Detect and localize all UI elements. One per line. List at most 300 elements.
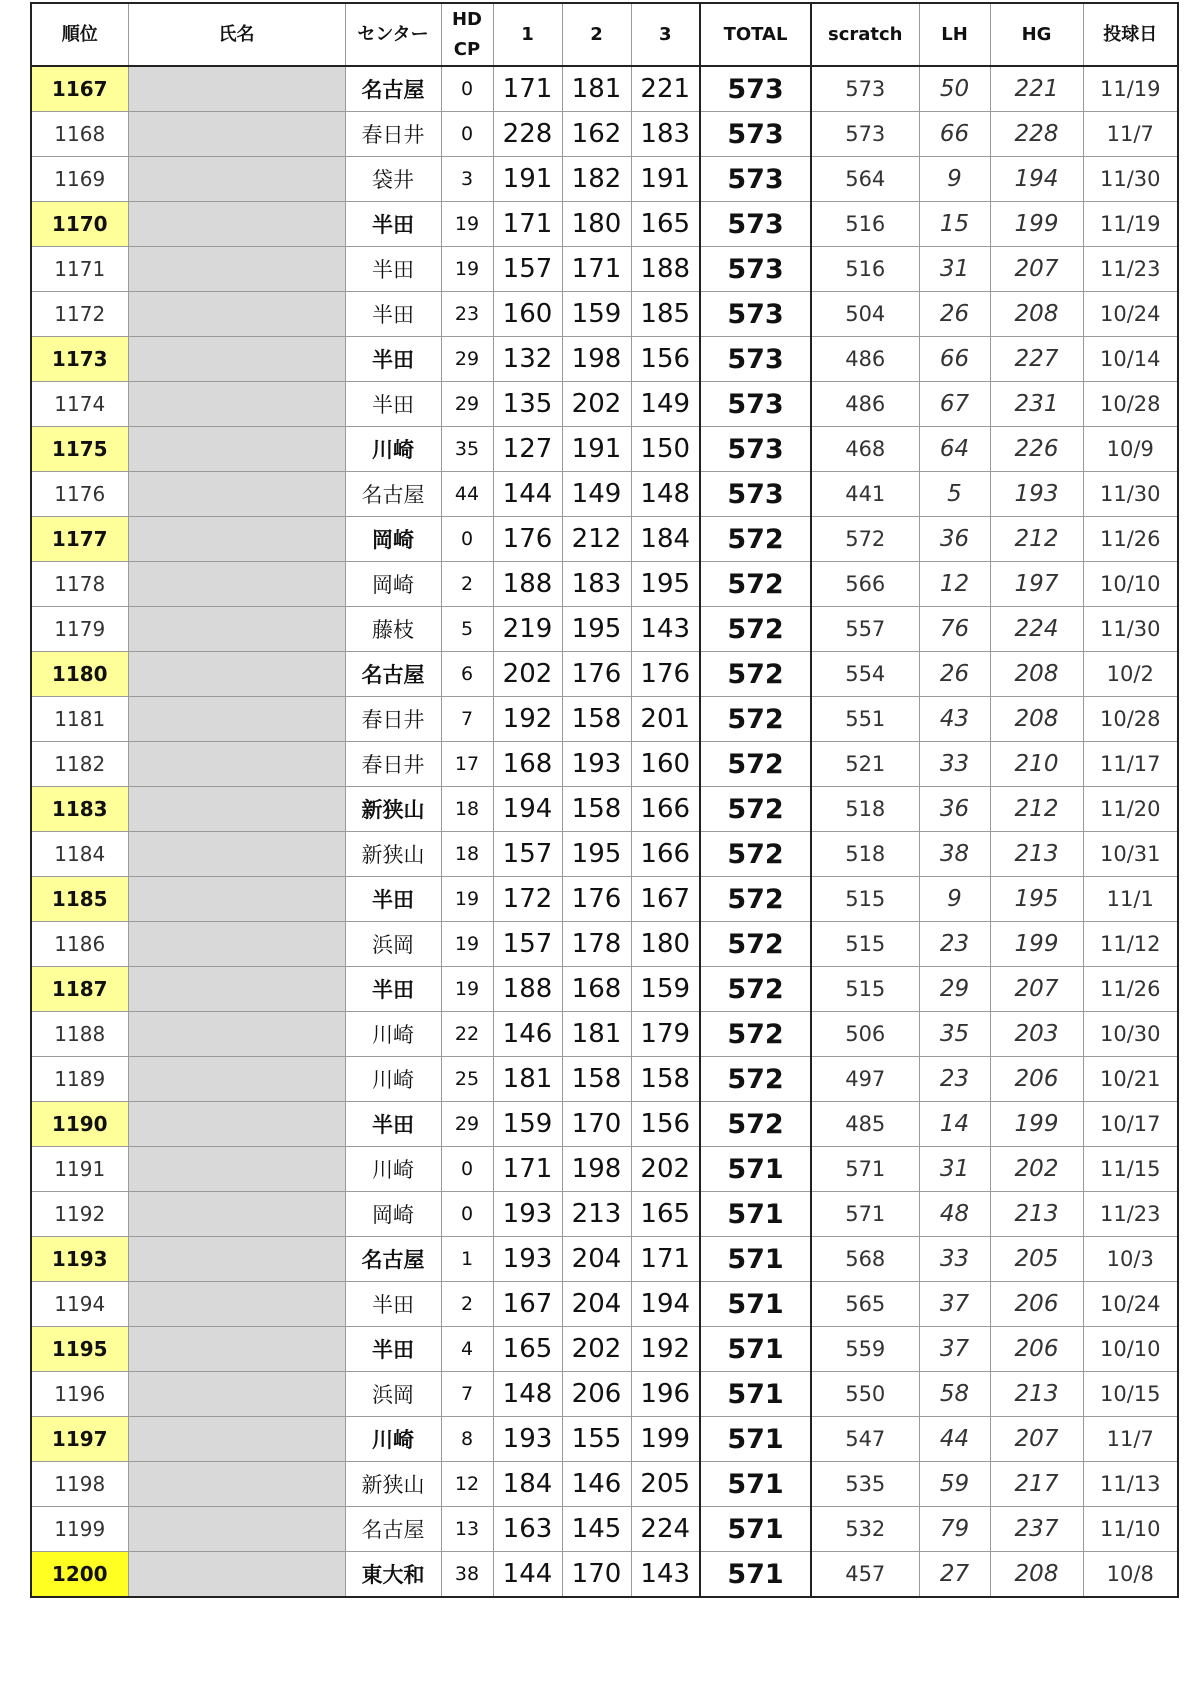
lh-cell: 26 <box>919 292 990 337</box>
hg-cell: 206 <box>990 1057 1083 1102</box>
total-cell: 572 <box>700 1102 811 1147</box>
hdcp-cell: 0 <box>441 112 493 157</box>
rank-cell: 1187 <box>31 967 128 1012</box>
hg-cell: 194 <box>990 157 1083 202</box>
name-cell <box>128 382 345 427</box>
rank-cell: 1192 <box>31 1192 128 1237</box>
center-cell: 名古屋 <box>345 66 441 112</box>
game1-cell: 172 <box>493 877 562 922</box>
game2-cell: 146 <box>562 1462 631 1507</box>
center-cell: 半田 <box>345 1102 441 1147</box>
center-cell: 名古屋 <box>345 652 441 697</box>
hg-cell: 217 <box>990 1462 1083 1507</box>
date-cell: 11/17 <box>1083 742 1178 787</box>
table-row <box>31 1507 1178 1552</box>
scratch-cell: 468 <box>811 427 919 472</box>
hg-cell: 199 <box>990 1102 1083 1147</box>
header-name: 氏名 <box>128 3 345 66</box>
lh-cell: 58 <box>919 1372 990 1417</box>
hdcp-cell: 7 <box>441 1372 493 1417</box>
date-cell: 11/19 <box>1083 66 1178 112</box>
game2-cell: 213 <box>562 1192 631 1237</box>
scratch-cell: 568 <box>811 1237 919 1282</box>
hg-cell: 207 <box>990 1417 1083 1462</box>
header-game1: 1 <box>493 3 562 66</box>
scratch-cell: 573 <box>811 112 919 157</box>
game3-cell: 150 <box>631 427 700 472</box>
hg-cell: 206 <box>990 1282 1083 1327</box>
hdcp-cell: 19 <box>441 967 493 1012</box>
name-cell <box>128 1192 345 1237</box>
table-row <box>31 112 1178 157</box>
rank-cell: 1167 <box>31 66 128 112</box>
name-cell <box>128 562 345 607</box>
table-row <box>31 427 1178 472</box>
table-row <box>31 1237 1178 1282</box>
game2-cell: 182 <box>562 157 631 202</box>
hg-cell: 202 <box>990 1147 1083 1192</box>
scratch-cell: 457 <box>811 1552 919 1598</box>
lh-cell: 44 <box>919 1417 990 1462</box>
hg-cell: 221 <box>990 66 1083 112</box>
date-cell: 11/19 <box>1083 202 1178 247</box>
game1-cell: 157 <box>493 922 562 967</box>
total-cell: 571 <box>700 1417 811 1462</box>
header-row <box>31 3 1178 66</box>
hg-cell: 195 <box>990 877 1083 922</box>
table-row <box>31 1192 1178 1237</box>
game2-cell: 159 <box>562 292 631 337</box>
lh-cell: 31 <box>919 1147 990 1192</box>
center-cell: 半田 <box>345 292 441 337</box>
hdcp-cell: 5 <box>441 607 493 652</box>
center-cell: 春日井 <box>345 112 441 157</box>
scratch-cell: 486 <box>811 337 919 382</box>
hdcp-cell: 1 <box>441 1237 493 1282</box>
date-cell: 11/10 <box>1083 1507 1178 1552</box>
name-cell <box>128 1372 345 1417</box>
table-row <box>31 517 1178 562</box>
scratch-cell: 571 <box>811 1147 919 1192</box>
header-hdcp <box>441 3 493 66</box>
date-cell: 11/1 <box>1083 877 1178 922</box>
hdcp-cell: 0 <box>441 517 493 562</box>
total-cell: 572 <box>700 697 811 742</box>
game1-cell: 202 <box>493 652 562 697</box>
scratch-cell: 518 <box>811 787 919 832</box>
hg-cell: 199 <box>990 202 1083 247</box>
table-row <box>31 382 1178 427</box>
center-cell: 名古屋 <box>345 1237 441 1282</box>
date-cell: 11/26 <box>1083 967 1178 1012</box>
game2-cell: 149 <box>562 472 631 517</box>
game3-cell: 202 <box>631 1147 700 1192</box>
center-cell: 藤枝 <box>345 607 441 652</box>
lh-cell: 14 <box>919 1102 990 1147</box>
game1-cell: 171 <box>493 66 562 112</box>
name-cell <box>128 1282 345 1327</box>
total-cell: 573 <box>700 337 811 382</box>
lh-cell: 35 <box>919 1012 990 1057</box>
game1-cell: 188 <box>493 562 562 607</box>
lh-cell: 33 <box>919 742 990 787</box>
lh-cell: 66 <box>919 112 990 157</box>
name-cell <box>128 877 345 922</box>
hdcp-cell: 8 <box>441 1417 493 1462</box>
name-cell <box>128 652 345 697</box>
total-cell: 571 <box>700 1147 811 1192</box>
lh-cell: 36 <box>919 517 990 562</box>
hdcp-cell: 29 <box>441 337 493 382</box>
game2-cell: 171 <box>562 247 631 292</box>
total-cell: 571 <box>700 1462 811 1507</box>
date-cell: 10/15 <box>1083 1372 1178 1417</box>
rank-cell: 1172 <box>31 292 128 337</box>
game2-cell: 202 <box>562 382 631 427</box>
date-cell: 10/10 <box>1083 562 1178 607</box>
hdcp-cell: 18 <box>441 832 493 877</box>
table-row <box>31 292 1178 337</box>
game2-cell: 202 <box>562 1327 631 1372</box>
hdcp-cell: 4 <box>441 1327 493 1372</box>
date-cell: 11/30 <box>1083 472 1178 517</box>
date-cell: 11/23 <box>1083 247 1178 292</box>
game1-cell: 193 <box>493 1237 562 1282</box>
scratch-cell: 565 <box>811 1282 919 1327</box>
scratch-cell: 551 <box>811 697 919 742</box>
game3-cell: 159 <box>631 967 700 1012</box>
table-row <box>31 742 1178 787</box>
game1-cell: 168 <box>493 742 562 787</box>
total-cell: 572 <box>700 1012 811 1057</box>
date-cell: 10/17 <box>1083 1102 1178 1147</box>
date-cell: 10/8 <box>1083 1552 1178 1598</box>
game2-cell: 195 <box>562 832 631 877</box>
game3-cell: 221 <box>631 66 700 112</box>
center-cell: 新狭山 <box>345 787 441 832</box>
name-cell <box>128 247 345 292</box>
game2-cell: 212 <box>562 517 631 562</box>
game2-cell: 176 <box>562 877 631 922</box>
game2-cell: 181 <box>562 1012 631 1057</box>
name-cell <box>128 1507 345 1552</box>
game3-cell: 166 <box>631 832 700 877</box>
hg-cell: 210 <box>990 742 1083 787</box>
game1-cell: 135 <box>493 382 562 427</box>
total-cell: 572 <box>700 1057 811 1102</box>
date-cell: 10/28 <box>1083 382 1178 427</box>
name-cell <box>128 337 345 382</box>
rank-cell: 1174 <box>31 382 128 427</box>
name-cell <box>128 607 345 652</box>
name-cell <box>128 202 345 247</box>
lh-cell: 37 <box>919 1282 990 1327</box>
center-cell: 春日井 <box>345 742 441 787</box>
rank-cell: 1183 <box>31 787 128 832</box>
lh-cell: 36 <box>919 787 990 832</box>
table-row <box>31 157 1178 202</box>
total-cell: 572 <box>700 517 811 562</box>
game1-cell: 171 <box>493 1147 562 1192</box>
hg-cell: 206 <box>990 1327 1083 1372</box>
table-row <box>31 787 1178 832</box>
total-cell: 573 <box>700 427 811 472</box>
rank-cell: 1200 <box>31 1552 128 1598</box>
game1-cell: 228 <box>493 112 562 157</box>
lh-cell: 76 <box>919 607 990 652</box>
lh-cell: 50 <box>919 66 990 112</box>
name-cell <box>128 697 345 742</box>
hg-cell: 203 <box>990 1012 1083 1057</box>
center-cell: 名古屋 <box>345 1507 441 1552</box>
game1-cell: 219 <box>493 607 562 652</box>
date-cell: 10/3 <box>1083 1237 1178 1282</box>
date-cell: 11/30 <box>1083 607 1178 652</box>
game2-cell: 176 <box>562 652 631 697</box>
table-row <box>31 562 1178 607</box>
total-cell: 573 <box>700 382 811 427</box>
lh-cell: 67 <box>919 382 990 427</box>
lh-cell: 59 <box>919 1462 990 1507</box>
name-cell <box>128 112 345 157</box>
name-cell <box>128 1462 345 1507</box>
center-cell: 半田 <box>345 877 441 922</box>
rank-cell: 1180 <box>31 652 128 697</box>
total-cell: 573 <box>700 202 811 247</box>
game1-cell: 148 <box>493 1372 562 1417</box>
lh-cell: 33 <box>919 1237 990 1282</box>
date-cell: 10/30 <box>1083 1012 1178 1057</box>
hdcp-cell: 29 <box>441 1102 493 1147</box>
total-cell: 572 <box>700 652 811 697</box>
game1-cell: 146 <box>493 1012 562 1057</box>
header-hdcp-line1: HD <box>451 8 482 30</box>
game1-cell: 181 <box>493 1057 562 1102</box>
game1-cell: 193 <box>493 1192 562 1237</box>
game3-cell: 195 <box>631 562 700 607</box>
table-row <box>31 1057 1178 1102</box>
lh-cell: 23 <box>919 922 990 967</box>
table-row <box>31 1147 1178 1192</box>
hdcp-cell: 18 <box>441 787 493 832</box>
hg-cell: 205 <box>990 1237 1083 1282</box>
table-row <box>31 1012 1178 1057</box>
center-cell: 半田 <box>345 247 441 292</box>
rank-cell: 1171 <box>31 247 128 292</box>
rank-cell: 1173 <box>31 337 128 382</box>
rank-cell: 1188 <box>31 1012 128 1057</box>
game3-cell: 192 <box>631 1327 700 1372</box>
game2-cell: 158 <box>562 697 631 742</box>
date-cell: 11/12 <box>1083 922 1178 967</box>
scratch-cell: 521 <box>811 742 919 787</box>
game2-cell: 168 <box>562 967 631 1012</box>
date-cell: 10/31 <box>1083 832 1178 877</box>
rank-cell: 1175 <box>31 427 128 472</box>
lh-cell: 37 <box>919 1327 990 1372</box>
game3-cell: 201 <box>631 697 700 742</box>
name-cell <box>128 1552 345 1598</box>
game1-cell: 163 <box>493 1507 562 1552</box>
scratch-cell: 497 <box>811 1057 919 1102</box>
center-cell: 半田 <box>345 337 441 382</box>
rank-cell: 1168 <box>31 112 128 157</box>
table-row <box>31 877 1178 922</box>
total-cell: 573 <box>700 292 811 337</box>
table-row <box>31 202 1178 247</box>
hg-cell: 207 <box>990 247 1083 292</box>
rank-cell: 1184 <box>31 832 128 877</box>
table-row <box>31 66 1178 112</box>
table-row <box>31 697 1178 742</box>
hdcp-cell: 38 <box>441 1552 493 1598</box>
hg-cell: 227 <box>990 337 1083 382</box>
center-cell: 袋井 <box>345 157 441 202</box>
scratch-cell: 516 <box>811 247 919 292</box>
center-cell: 半田 <box>345 1282 441 1327</box>
total-cell: 572 <box>700 832 811 877</box>
center-cell: 半田 <box>345 967 441 1012</box>
hdcp-cell: 6 <box>441 652 493 697</box>
hg-cell: 212 <box>990 787 1083 832</box>
table-row <box>31 1282 1178 1327</box>
game3-cell: 165 <box>631 1192 700 1237</box>
scratch-cell: 516 <box>811 202 919 247</box>
center-cell: 名古屋 <box>345 472 441 517</box>
total-cell: 572 <box>700 607 811 652</box>
table-row <box>31 1417 1178 1462</box>
date-cell: 10/14 <box>1083 337 1178 382</box>
date-cell: 11/23 <box>1083 1192 1178 1237</box>
table-row <box>31 1462 1178 1507</box>
game2-cell: 158 <box>562 1057 631 1102</box>
scratch-cell: 506 <box>811 1012 919 1057</box>
total-cell: 573 <box>700 472 811 517</box>
total-cell: 571 <box>700 1237 811 1282</box>
game1-cell: 188 <box>493 967 562 1012</box>
center-cell: 新狭山 <box>345 1462 441 1507</box>
scratch-cell: 532 <box>811 1507 919 1552</box>
center-cell: 川崎 <box>345 427 441 472</box>
table-row <box>31 967 1178 1012</box>
lh-cell: 15 <box>919 202 990 247</box>
game3-cell: 188 <box>631 247 700 292</box>
game2-cell: 170 <box>562 1552 631 1598</box>
name-cell <box>128 1147 345 1192</box>
header-scratch: scratch <box>811 3 919 66</box>
scratch-cell: 486 <box>811 382 919 427</box>
center-cell: 浜岡 <box>345 922 441 967</box>
date-cell: 10/2 <box>1083 652 1178 697</box>
header-game3: 3 <box>631 3 700 66</box>
game2-cell: 170 <box>562 1102 631 1147</box>
game2-cell: 155 <box>562 1417 631 1462</box>
total-cell: 572 <box>700 787 811 832</box>
name-cell <box>128 832 345 877</box>
name-cell <box>128 1417 345 1462</box>
hg-cell: 208 <box>990 292 1083 337</box>
game3-cell: 143 <box>631 1552 700 1598</box>
rank-cell: 1191 <box>31 1147 128 1192</box>
game1-cell: 176 <box>493 517 562 562</box>
lh-cell: 48 <box>919 1192 990 1237</box>
header-center: センター <box>345 3 441 66</box>
game3-cell: 171 <box>631 1237 700 1282</box>
center-cell: 新狭山 <box>345 832 441 877</box>
game3-cell: 196 <box>631 1372 700 1417</box>
game1-cell: 184 <box>493 1462 562 1507</box>
scratch-cell: 504 <box>811 292 919 337</box>
header-hg: HG <box>990 3 1083 66</box>
name-cell <box>128 742 345 787</box>
game1-cell: 192 <box>493 697 562 742</box>
name-cell <box>128 66 345 112</box>
hg-cell: 212 <box>990 517 1083 562</box>
scratch-cell: 515 <box>811 922 919 967</box>
scratch-cell: 550 <box>811 1372 919 1417</box>
scratch-cell: 535 <box>811 1462 919 1507</box>
game1-cell: 167 <box>493 1282 562 1327</box>
date-cell: 11/30 <box>1083 157 1178 202</box>
name-cell <box>128 157 345 202</box>
scratch-cell: 564 <box>811 157 919 202</box>
total-cell: 571 <box>700 1552 811 1598</box>
game3-cell: 184 <box>631 517 700 562</box>
table-row <box>31 1372 1178 1417</box>
total-cell: 572 <box>700 562 811 607</box>
total-cell: 571 <box>700 1192 811 1237</box>
rank-cell: 1176 <box>31 472 128 517</box>
lh-cell: 9 <box>919 877 990 922</box>
date-cell: 11/13 <box>1083 1462 1178 1507</box>
hdcp-cell: 22 <box>441 1012 493 1057</box>
total-cell: 571 <box>700 1327 811 1372</box>
date-cell: 11/7 <box>1083 112 1178 157</box>
ranking-table <box>30 2 1179 1598</box>
center-cell: 岡崎 <box>345 1192 441 1237</box>
hdcp-cell: 19 <box>441 247 493 292</box>
hdcp-cell: 35 <box>441 427 493 472</box>
table-row <box>31 1327 1178 1372</box>
lh-cell: 12 <box>919 562 990 607</box>
game3-cell: 143 <box>631 607 700 652</box>
rank-cell: 1181 <box>31 697 128 742</box>
table-row <box>31 1552 1178 1598</box>
game2-cell: 178 <box>562 922 631 967</box>
rank-cell: 1170 <box>31 202 128 247</box>
center-cell: 半田 <box>345 1327 441 1372</box>
table-row <box>31 832 1178 877</box>
rank-cell: 1186 <box>31 922 128 967</box>
hdcp-cell: 23 <box>441 292 493 337</box>
date-cell: 10/21 <box>1083 1057 1178 1102</box>
hg-cell: 197 <box>990 562 1083 607</box>
date-cell: 11/26 <box>1083 517 1178 562</box>
lh-cell: 79 <box>919 1507 990 1552</box>
table-row <box>31 337 1178 382</box>
game3-cell: 179 <box>631 1012 700 1057</box>
hdcp-cell: 19 <box>441 877 493 922</box>
game2-cell: 158 <box>562 787 631 832</box>
lh-cell: 29 <box>919 967 990 1012</box>
game2-cell: 162 <box>562 112 631 157</box>
hg-cell: 207 <box>990 967 1083 1012</box>
lh-cell: 66 <box>919 337 990 382</box>
total-cell: 572 <box>700 967 811 1012</box>
scratch-cell: 547 <box>811 1417 919 1462</box>
scratch-cell: 557 <box>811 607 919 652</box>
header-lh: LH <box>919 3 990 66</box>
